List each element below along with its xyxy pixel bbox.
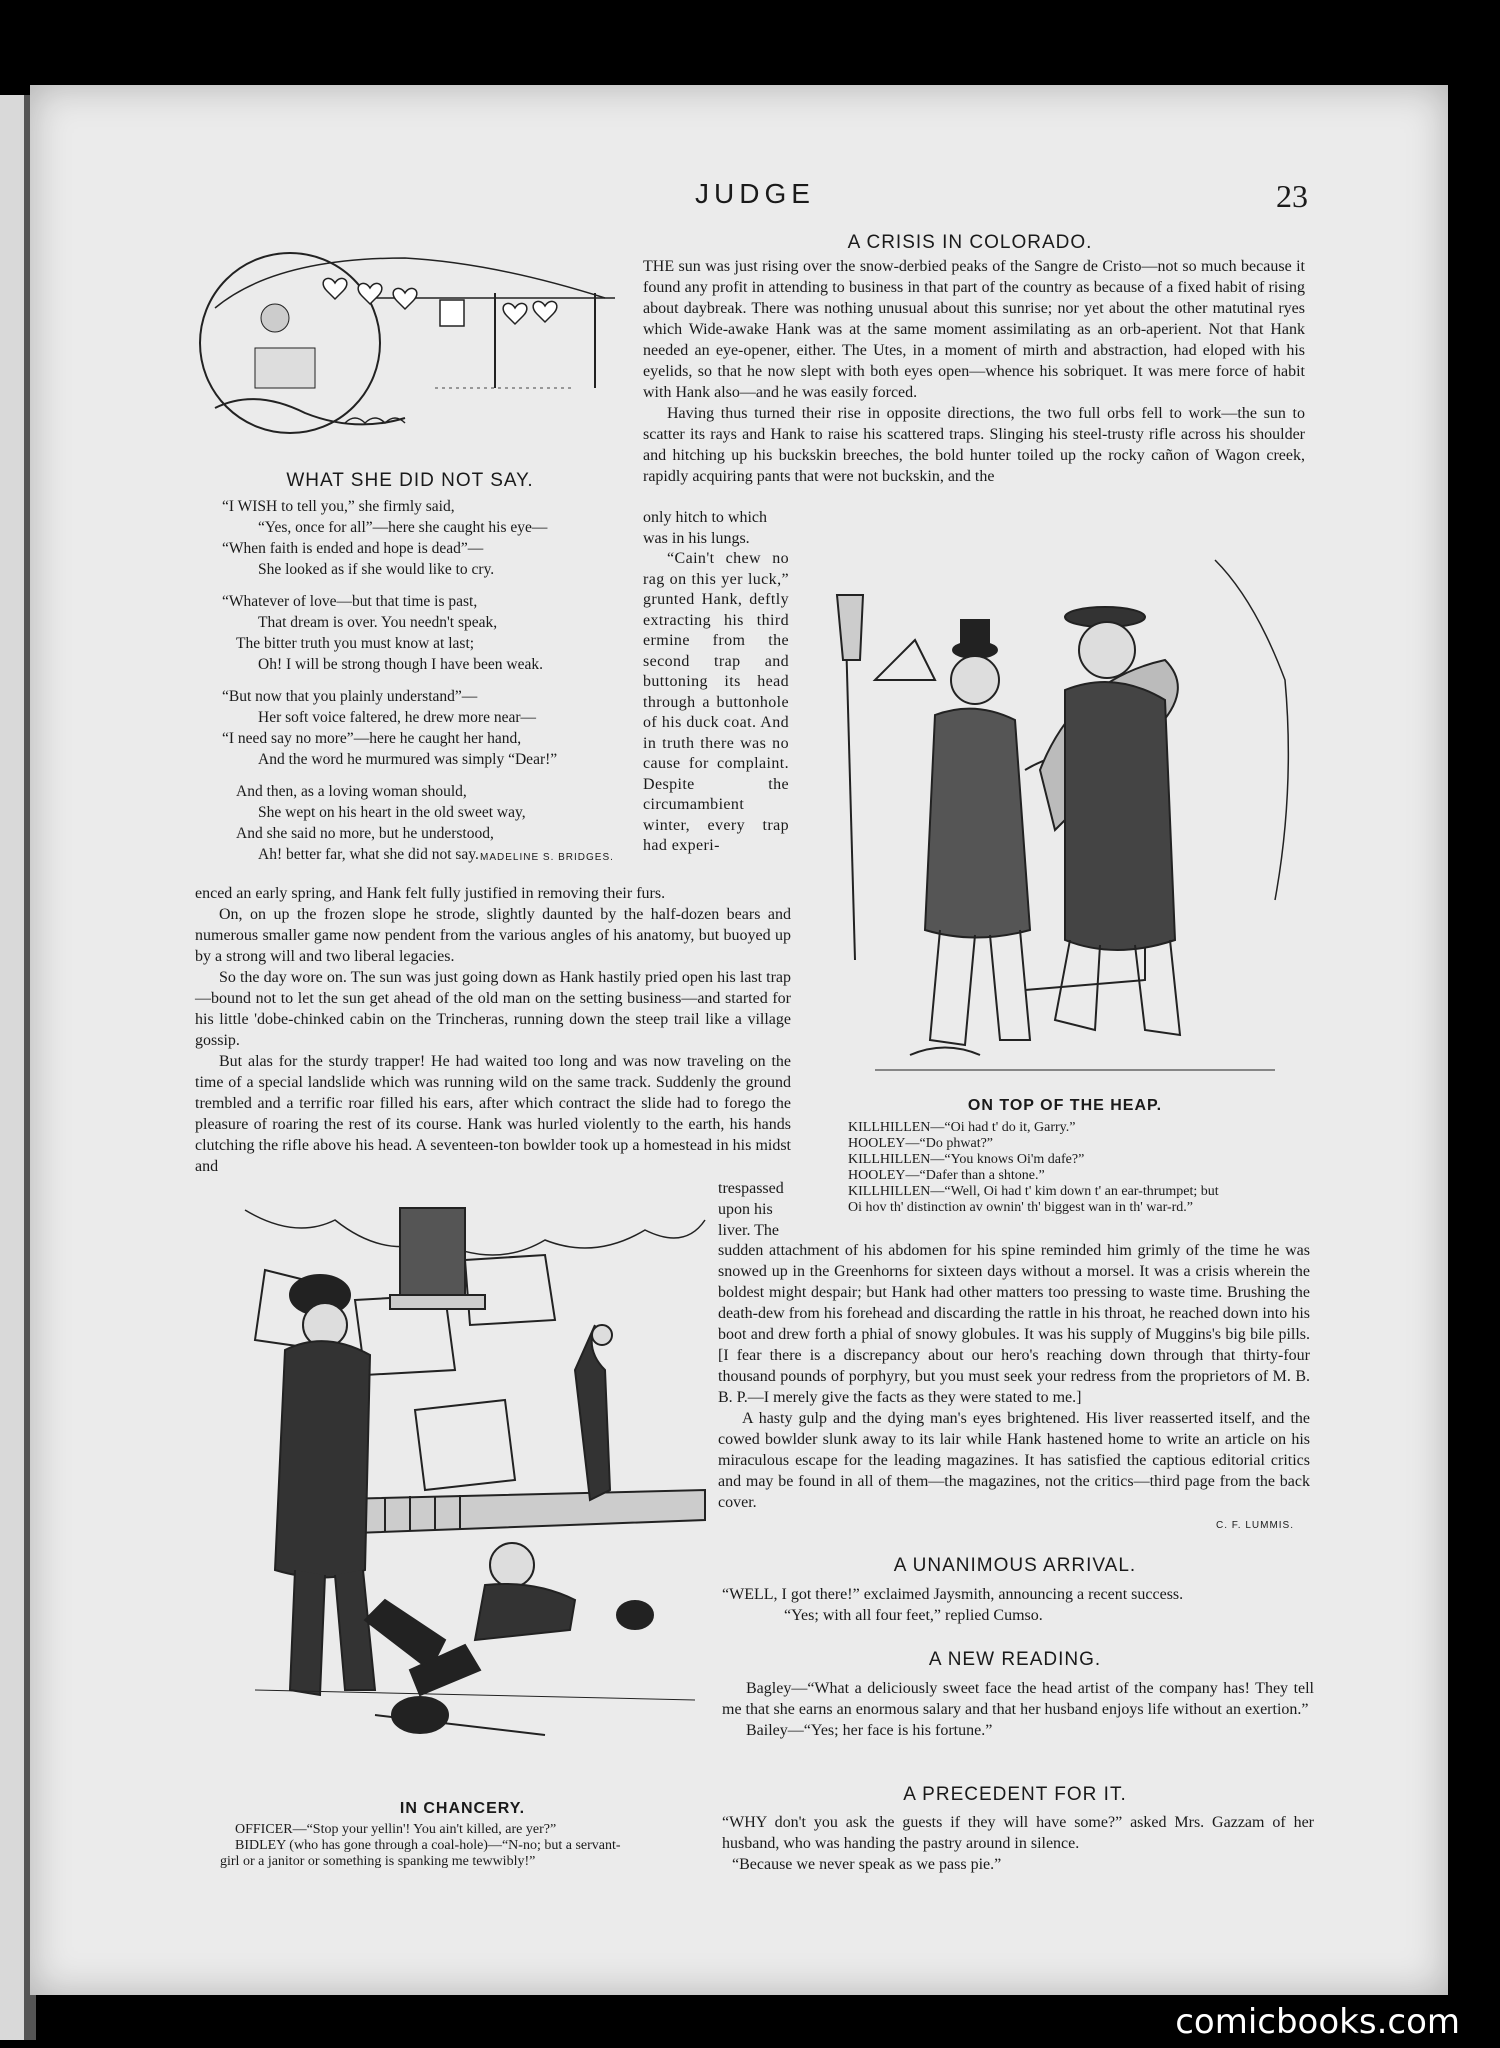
crisis-paragraph: On, on up the frozen slope he strode, slightly daunted by the half-dozen bears and numerous smaller game now pendent from the various angles of his anatomy, but buoyed up by a strong will and two liberal legacies. (195, 906, 791, 965)
ear-trumpet-illustration (815, 540, 1305, 1090)
heap-line: KILLHILLEN—“Oi had t' do it, Garry.” (848, 1120, 1076, 1135)
chancery-caption (220, 1822, 715, 1870)
crisis-paragraph: So the day wore on. The sun was just going down as Hank hastily pried open his last trap—bound not to let the sun get ahead of the old man on the setting business—and started for his little 'dobe-chinked cabin on the Trincheras, running down the steep trail like a village gossip. (195, 969, 791, 1049)
heap-line: HOOLEY—“Do phwat?” (848, 1136, 994, 1151)
crisis-body-top (643, 256, 1305, 487)
crisis-paragraph: Having thus turned their rise in opposite directions, the two full orbs fell to work—the sun to scatter its rays and Hank to raise his scattered traps. Slinging his steel-trusty rifle across his shoulder and hitching up his buckskin breeches, the bold hunter toiled up the rocky cañon of Wagon creek, rapidly acquiring pants that were not buckskin, and the (643, 405, 1305, 485)
crisis-paragraph: enced an early spring, and Hank felt fully justified in removing their furs. (195, 885, 666, 902)
crisis-paragraph: THE sun was just rising over the snow-derbied peaks of the Sangre de Cristo—not so much because it found any profit in attending to business in that part of the country as because of a fixed habit of rising about daybreak. There was nothing unusual about this sunrise; nor yet about the other matutinal ryes which Wide-awake Hank was at the same moment assimilating as an orb-aperient. Not that Hank needed an eye-opener, either. The Utes, in a moment of mirth and abstraction, had eloped with his eyelids, so that he now slept with both eyes open—whence his sobriquet. It was mere force of habit with Hank also—and he was easily forced. (643, 258, 1305, 401)
crisis-paragraph: A hasty gulp and the dying man's eyes brightened. His liver reasserted itself, and the cowed bowlder slunk away to its lair while Hank hastened home to write an article on his miraculous escape for the leading magazines. It has satisfied the captious editorial critics and may be found in all of them—the magazines, not the critics—third page from the back cover. (718, 1410, 1310, 1511)
unanimous-title: A UNANIMOUS ARRIVAL. (893, 1555, 1137, 1576)
reading-paragraph: Bagley—“What a deliciously sweet face the head artist of the company has! They tell me that she earns an enormous salary and that her husband enjoys life without an exertion.” (722, 1680, 1314, 1718)
heap-line: Oi hov th' distinction av ownin' th' biggest wan in th' war-rd.” (848, 1200, 1193, 1215)
poem-line: She wept on his heart in the old sweet way, (258, 804, 526, 821)
unanimous-body (722, 1584, 1314, 1626)
chancery-line: girl or a janitor or something is spanking me tewwibly!” (220, 1854, 536, 1869)
reading-body (722, 1678, 1314, 1741)
heap-caption (848, 1120, 1308, 1216)
crisis-author: C. F. LUMMIS. (1216, 1520, 1295, 1531)
chancery-caption-title: IN CHANCERY. (399, 1800, 526, 1817)
site-watermark: comicbooks.com (1175, 2002, 1460, 2042)
poem-line: “I need say no more”—here he caught her hand, (222, 730, 522, 747)
crisis-narrow-column (643, 508, 789, 857)
poem-title: WHAT SHE DID NOT SAY. (286, 470, 534, 491)
crisis-paragraph: But alas for the sturdy trapper! He had waited too long and was now traveling on the time of a special landslide which was running wild on the same track. Suddenly the ground trembled and a terrific roar filled his ears, after which contract the slide had to forego the pleasure of roaring the rest of its course. Hank was hurled violently to the earth, his hands clutching the rifle above his head. A seventeen-ton bowlder took up a homestead in his midst and (195, 1053, 791, 1175)
crisis-paragraph: “Cain't chew no rag on this yer luck,” grunted Hank, deftly extracting his third ermine from the second trap and buttoning its head through a buttonhole of his duck coat. And in truth there was no cause for complaint. Despite the circumambient winter, every trap had experi- (643, 550, 789, 854)
poem-line: That dream is over. You needn't speak, (258, 614, 498, 631)
chancery-line: OFFICER—“Stop your yellin'! You ain't killed, are yer?” (235, 1822, 557, 1837)
reading-title: A NEW READING. (928, 1649, 1102, 1670)
poem-line: Her soft voice faltered, he drew more near— (258, 709, 537, 726)
crisis-title: A CRISIS IN COLORADO. (847, 232, 1093, 253)
poem-line: “I WISH to tell you,” she firmly said, (222, 498, 455, 515)
magazine-title: JUDGE (695, 178, 815, 209)
heap-line: KILLHILLEN—“Well, Oi had t' kim down t' an ear-thrumpet; but (848, 1184, 1219, 1199)
precedent-title: A PRECEDENT FOR IT. (903, 1784, 1127, 1805)
crisis-paragraph: only hitch to which was in his lungs. (643, 509, 767, 547)
poem-body (222, 496, 622, 876)
poem-line: And she said no more, but he understood, (236, 825, 494, 842)
poem-line: Ah! better far, what she did not say. (258, 846, 479, 863)
precedent-body (722, 1812, 1314, 1875)
crisis-narrow-trespass (718, 1178, 792, 1241)
crisis-paragraph: trespassed upon his liver. The (718, 1180, 784, 1239)
poem-line: “But now that you plainly understand”— (222, 688, 478, 705)
precedent-line: “WHY don't you ask the guests if they will have some?” asked Mrs. Gazzam of her husband, who was handing the pastry around in silence. (722, 1814, 1314, 1852)
chancery-line: BIDLEY (who has gone through a coal-hole)—“N-no; but a servant- (235, 1838, 621, 1853)
crisis-body-bottom (718, 1240, 1310, 1513)
poem-line: The bitter truth you must know at last; (236, 635, 475, 652)
coal-hole-illustration (215, 1200, 710, 1760)
poem-line: Oh! I will be strong though I have been weak. (258, 656, 543, 673)
hearts-clothesline-illustration (195, 238, 615, 448)
poem-line: And then, as a loving woman should, (236, 783, 467, 800)
heap-caption-title: ON TOP OF THE HEAP. (967, 1097, 1163, 1114)
poem-line: “When faith is ended and hope is dead”— (222, 540, 484, 557)
reading-paragraph: Bailey—“Yes; her face is his fortune.” (746, 1722, 993, 1739)
poem-line: “Whatever of love—but that time is past, (222, 593, 478, 610)
crisis-body-mid (195, 883, 791, 1177)
crisis-paragraph: sudden attachment of his abdomen for his spine reminded him grimly of the time he was snowed up in the Greenhorns for sixteen days without a morsel. It was a crisis wherein the boldest might despair; but Hank had other matters too pressing to waste time. Brushing the death-dew from his forehead and discarding the rattle in his throat, he reached down into his boot and drew forth a phial of snowy globules. It was his supply of Muggins's big bile pills. [I fear there is a discrepancy about our hero's reaching down through that thirty-four thousand pounds of porphyry, but you must seek your redress from the proprietors of M. B. B. P.—I merely give the facts as they were stated to me.] (718, 1242, 1310, 1406)
page-number: 23 (1276, 178, 1308, 214)
unanimous-line: “WELL, I got there!” exclaimed Jaysmith, announcing a recent success. (722, 1586, 1184, 1603)
poem-line: She looked as if she would like to cry. (258, 561, 495, 578)
unanimous-line: “Yes; with all four feet,” replied Cumso. (784, 1607, 1043, 1624)
poem-line: And the word he murmured was simply “Dear!” (258, 751, 558, 768)
precedent-line: “Because we never speak as we pass pie.” (732, 1856, 1002, 1873)
poem-line: “Yes, once for all”—here she caught his eye— (258, 519, 548, 536)
heap-line: HOOLEY—“Dafer than a shtone.” (848, 1168, 1045, 1183)
heap-line: KILLHILLEN—“You knows Oi'm dafe?” (848, 1152, 1085, 1167)
poem-author: MADELINE S. BRIDGES. (480, 852, 614, 863)
